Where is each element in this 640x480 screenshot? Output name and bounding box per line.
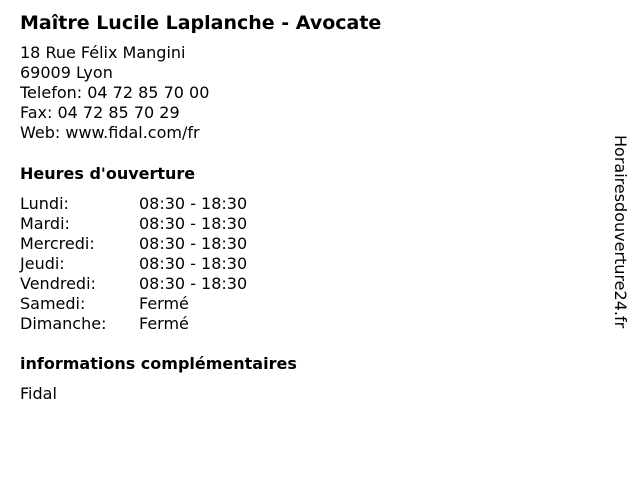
day-label: Samedi:	[20, 294, 86, 313]
website-link[interactable]: Web: www.fidal.com/fr	[20, 123, 200, 142]
hours-value: 08:30 - 18:30	[139, 194, 248, 213]
hours-row-saturday	[20, 294, 247, 314]
day-label: Jeudi:	[20, 254, 65, 273]
hours-value: 08:30 - 18:30	[139, 254, 248, 273]
day-label: Lundi:	[20, 194, 69, 213]
hours-value: Fermé	[139, 294, 189, 313]
hours-value: 08:30 - 18:30	[139, 214, 248, 233]
day-label: Mardi:	[20, 214, 70, 233]
hours-row-wednesday	[20, 234, 247, 254]
hours-value: Fermé	[139, 314, 189, 333]
city-postcode: 69009 Lyon	[20, 63, 113, 82]
hours-row-tuesday	[20, 214, 247, 234]
hours-row-sunday	[20, 314, 247, 334]
hours-row-friday	[20, 274, 247, 294]
page-title: Maître Lucile Laplanche - Avocate	[20, 12, 382, 34]
hours-value: 08:30 - 18:30	[139, 234, 248, 253]
fax-number: Fax: 04 72 85 70 29	[20, 103, 180, 122]
additional-info-heading: informations complémentaires	[20, 354, 297, 373]
hours-row-thursday	[20, 254, 247, 274]
day-label: Dimanche:	[20, 314, 107, 333]
day-label: Vendredi:	[20, 274, 96, 293]
street-address: 18 Rue Félix Mangini	[20, 43, 186, 62]
hours-value: 08:30 - 18:30	[139, 274, 248, 293]
opening-hours-heading: Heures d'ouverture	[20, 164, 196, 183]
opening-hours-table	[20, 194, 247, 334]
phone-number: Telefon: 04 72 85 70 00	[20, 83, 210, 102]
hours-row-monday	[20, 194, 247, 214]
day-label: Mercredi:	[20, 234, 95, 253]
site-watermark: Horairesdouverture24.fr	[611, 135, 630, 329]
address-block	[20, 43, 209, 143]
additional-info-text: Fidal	[20, 384, 57, 403]
